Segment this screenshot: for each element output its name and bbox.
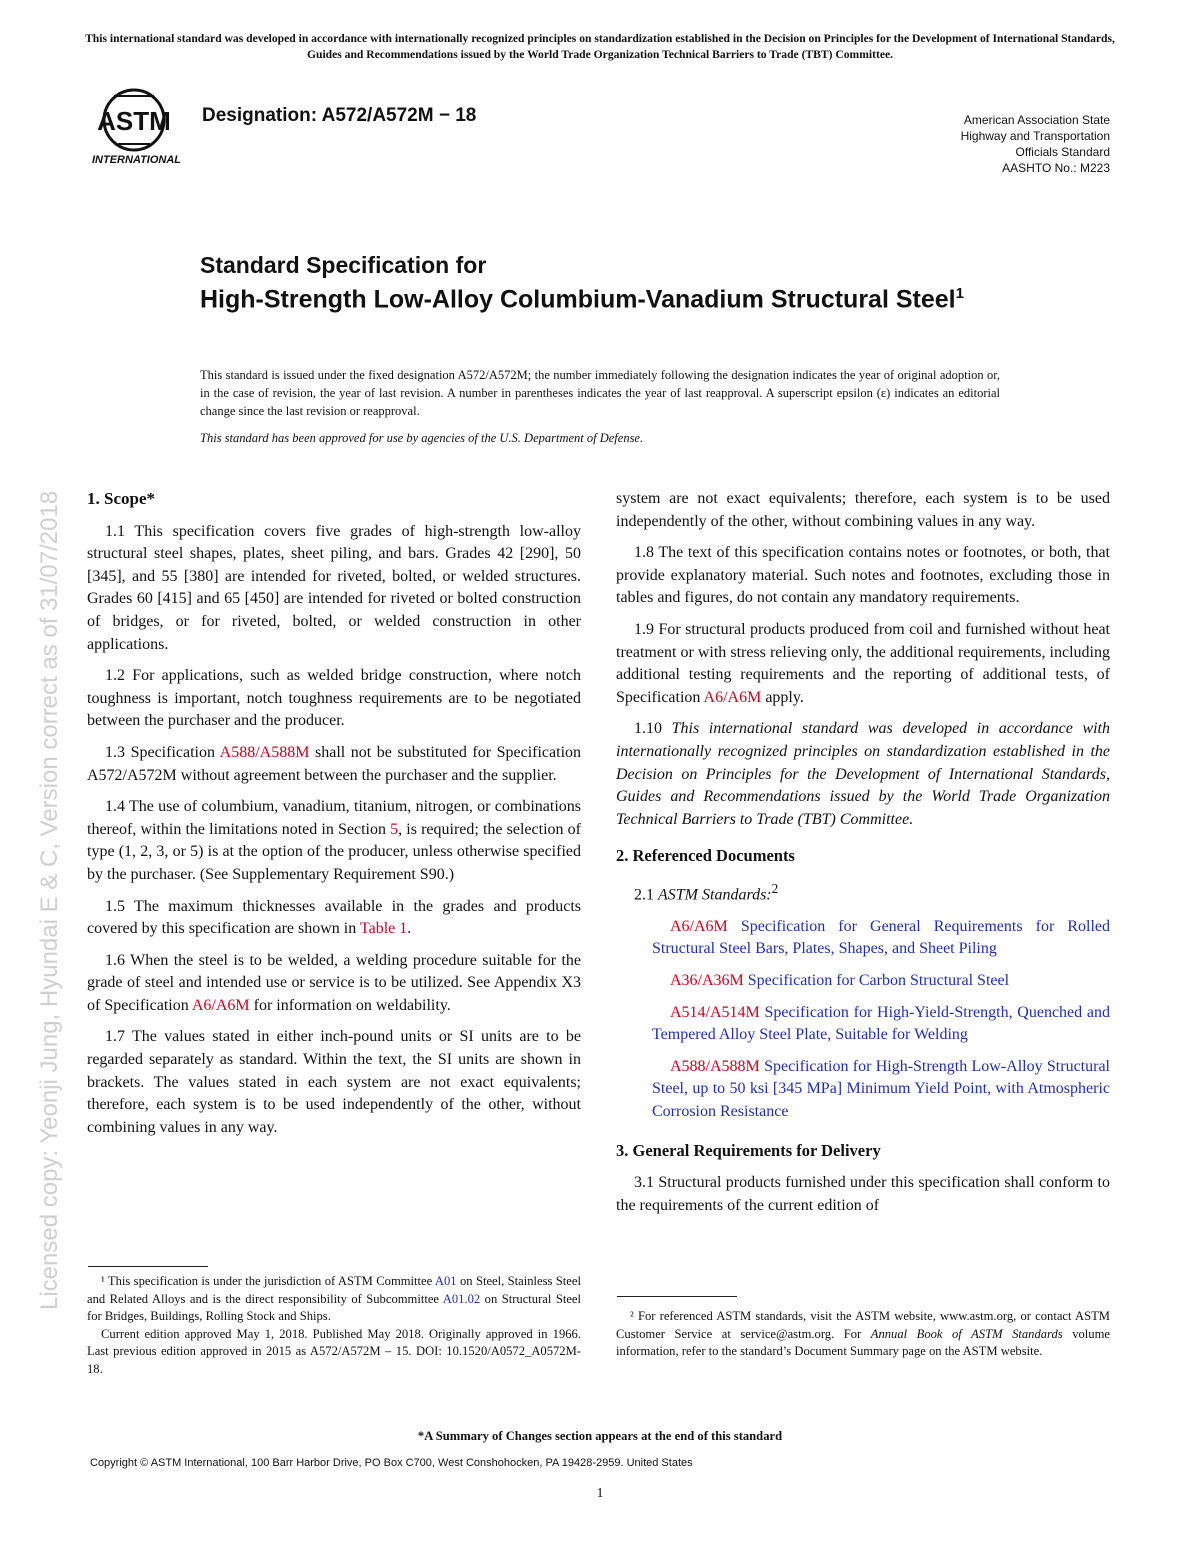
reference-code[interactable]: A6/A6M	[670, 917, 728, 935]
dod-note: This standard has been approved for use by agencies of the U.S. Department of Defense.	[200, 431, 644, 445]
paragraph-1-7: 1.7 The values stated in either inch-pound units or SI units are to be regarded separately as standard. Within the text, the SI units are shown in brackets. The values stated in each system are not exact equivalents; therefore, each system is to be used independently of the other, without combining values in any way.	[87, 1028, 581, 1136]
text-run: 1.5 The maximum thicknesses available in the grades and products covered by this specification are shown in	[87, 897, 581, 938]
paragraph-1-4	[87, 796, 581, 886]
aashto-line: Highway and Transportation	[960, 129, 1110, 143]
link-a01[interactable]: A01	[434, 1274, 457, 1288]
copyright: Copyright © ASTM International, 100 Barr Harbor Drive, PO Box C700, West Conshohocken, PA 19428-2959. United States	[90, 1457, 693, 1469]
reference-item[interactable]	[616, 970, 1110, 993]
text-run: on Structural Steel for Bridges, Buildings, Rolling Stock and Ships.	[87, 1291, 581, 1324]
footnote-2-text	[616, 1308, 1110, 1361]
paragraph-1-9	[616, 619, 1110, 709]
paragraph-1-1: 1.1 This specification covers five grades of high-strength low-alloy structural steel shapes, plates, sheet piling, and bars. Grades 42 [290], 50 [345], and 55 [380] are intended for riveted, bolted, or welded structures. Grades 60 [415] and 65 [450] are intended for riveted or bolted construction of bridges, or for riveted, bolted, or welded construction in other applications.	[87, 522, 581, 653]
reference-item[interactable]	[616, 916, 1110, 961]
section-heading-scope: 1. Scope*	[87, 489, 155, 508]
summary-note: *A Summary of Changes section appears at the end of this standard	[417, 1429, 783, 1443]
reference-title[interactable]: Specification for High-Yield-Strength, Quenched and Tempered Alloy Steel Plate, Suitable for Welding	[652, 1003, 1110, 1044]
link-a6[interactable]: A6/A6M	[191, 996, 250, 1014]
reference-title[interactable]: Specification for General Requirements for Rolled Structural Steel Bars, Plates, Shapes, and Sheet Piling	[652, 917, 1110, 958]
standard-note: This standard is issued under the fixed designation A572/A572M; the number immediately following the designation indicates the year of original adoption or, in the case of revision, the year of last revision. A number in parentheses indicates the year of last reapproval. A superscript epsilon (ε) indicates an editorial change since the last revision or reapproval.	[200, 368, 1000, 418]
title-footnote-mark[interactable]: 1	[955, 285, 964, 302]
title-pre: Standard Specification for	[200, 252, 487, 278]
svg-text:ASTM: ASTM	[97, 106, 171, 136]
text-run: 1.3 Specification	[105, 743, 220, 761]
text-run: volume information, refer to the standard’s Document Summary page on the ASTM website.	[616, 1326, 1110, 1359]
text-run: on Steel, Stainless Steel and Related Alloys and is the direct responsibility of Subcommittee	[87, 1274, 581, 1306]
page-title	[200, 280, 1000, 313]
text-run: ¹ This specification is under the jurisdiction of ASTM Committee	[101, 1274, 435, 1288]
paragraph-1-6	[87, 950, 581, 1018]
paragraph-1-10	[616, 718, 1110, 831]
reference-item[interactable]	[616, 1002, 1110, 1047]
section-heading-general-requirements: 3. General Requirements for Delivery	[616, 1140, 881, 1160]
designation: Designation: A572/A572M − 18	[202, 105, 477, 126]
footnote-1	[87, 1273, 581, 1379]
paragraph-2-1	[616, 878, 1110, 907]
footnote-1-edition: Current edition approved May 1, 2018. Published May 2018. Originally approved in 1966. Last previous edition approved in 2015 as A572/A572M – 15. DOI: 10.1520/A0572_A0572M-18.	[87, 1326, 581, 1376]
reference-item[interactable]	[616, 1056, 1110, 1124]
reference-code[interactable]: A588/A588M	[670, 1057, 760, 1075]
right-column	[616, 488, 1110, 1226]
reference-list	[616, 916, 1110, 1124]
page-number: 1	[596, 1486, 604, 1501]
link-a6[interactable]: A6/A6M	[703, 688, 762, 706]
reference-code[interactable]: A36/A36M	[670, 972, 744, 990]
top-notice: This international standard was developed in accordance with internationally recognized principles on standardization established in the Decision on Principles for the Development of International Standards, Guides and Recommendations issued by the World Trade Organization Technical Barriers to Trade (TBT) Committee.	[85, 32, 1115, 61]
logo-text: INTERNATIONAL	[92, 154, 182, 166]
text-run: , is required; the selection of type (1, 2, 3, or 5) is at the option of the producer, unless otherwise specified by the purchaser. (See Supplementary Requirement S90.)	[87, 820, 581, 883]
reference-code[interactable]: A514/A514M	[670, 1003, 760, 1021]
text-run: 1.10	[634, 720, 672, 738]
reference-title[interactable]: Specification for High-Strength Low-Alloy Structural Steel, up to 50 ksi [345 MPa] Minimum Yield Point, with Atmospheric Corrosion Resistance	[652, 1057, 1110, 1120]
footnote-1-text	[87, 1273, 581, 1326]
title-text: High-Strength Low-Alloy Columbium-Vanadium Structural Steel	[200, 285, 956, 314]
text-run: .	[407, 920, 412, 938]
text-run: ² For referenced ASTM standards, visit the ASTM website, www.astm.org, or contact ASTM Customer Service at service@astm.org. For	[616, 1309, 1110, 1341]
paragraph-1-8: 1.8 The text of this specification contains notes or footnotes, or both, that provide explanatory material. Such notes and footnotes, excluding those in tables and figures, do not contain any mandatory requirements.	[616, 544, 1110, 607]
text-run: shall not be substituted for Specification A572/A572M without agreement between the purchaser and the supplier.	[87, 743, 582, 784]
link-a01-02[interactable]: A01.02	[442, 1291, 481, 1306]
section-heading-referenced-documents: 2. Referenced Documents	[616, 846, 795, 866]
astm-logo-icon	[78, 84, 194, 170]
paragraph-1-7-continued: system are not exact equivalents; therefore, each system is to be used independently of the other, without combining values in any way.	[616, 490, 1110, 530]
link-a588[interactable]: A588/A588M	[219, 743, 310, 761]
paragraph-1-3	[87, 742, 581, 787]
left-column	[87, 488, 582, 1136]
text-run: 1.6 When the steel is to be welded, a welding procedure suitable for the grade of steel and intended use or service is to be utilized. See Appendix X3 of Specification	[87, 951, 581, 1014]
text-run: Annual Book of ASTM Standards	[870, 1326, 1063, 1341]
text-run: 1.4 The use of columbium, vanadium, titanium, nitrogen, or combinations thereof, within the limitations noted in Section	[87, 798, 581, 838]
license-watermark: Licensed copy: Yeonji Jung, Hyundai E & C, Version correct as of 31/07/2018	[36, 490, 63, 1310]
reference-title[interactable]: Specification for Carbon Structural Steel	[743, 972, 1010, 990]
paragraph-3-1: 3.1 Structural products furnished under this specification shall conform to the requirements of the current edition of	[616, 1174, 1110, 1214]
paragraph-1-5	[87, 896, 581, 941]
text-run: ASTM Standards:	[658, 886, 772, 904]
text-run: 2.1	[634, 886, 658, 904]
paragraph-1-2: 1.2 For applications, such as welded bridge construction, where notch toughness is important, notch toughness requirements are to be negotiated between the purchaser and the producer.	[87, 667, 581, 730]
footnote-mark-2[interactable]: 2	[771, 880, 779, 896]
text-run: apply.	[761, 688, 804, 706]
aashto-line: AASHTO No.: M223	[1002, 161, 1110, 175]
footnote-divider	[88, 1266, 208, 1267]
link-table-1[interactable]: Table 1	[359, 920, 408, 938]
aashto-line: American Association State	[963, 113, 1110, 127]
link-section-5[interactable]: 5	[390, 820, 399, 838]
footnote-2	[616, 1308, 1110, 1361]
text-run: 1.9 For structural products produced from coil and furnished without heat treatment or with stress relieving only, the additional requirements, including additional testing requirements and the reporting of additional tests, of Specification	[616, 620, 1110, 706]
footnote-divider	[617, 1296, 737, 1297]
aashto-block	[880, 112, 1110, 176]
aashto-line: Officials Standard	[1015, 145, 1110, 159]
text-run: for information on weldability.	[249, 996, 451, 1014]
text-run: This international standard was developed in accordance with internationally recognized principles on standardization established in the Decision on Principles for the Development of International Standards, Guides and Recommendations issued by the World Trade Organization Technical Barriers to Trade (TBT) Committee.	[616, 720, 1111, 828]
